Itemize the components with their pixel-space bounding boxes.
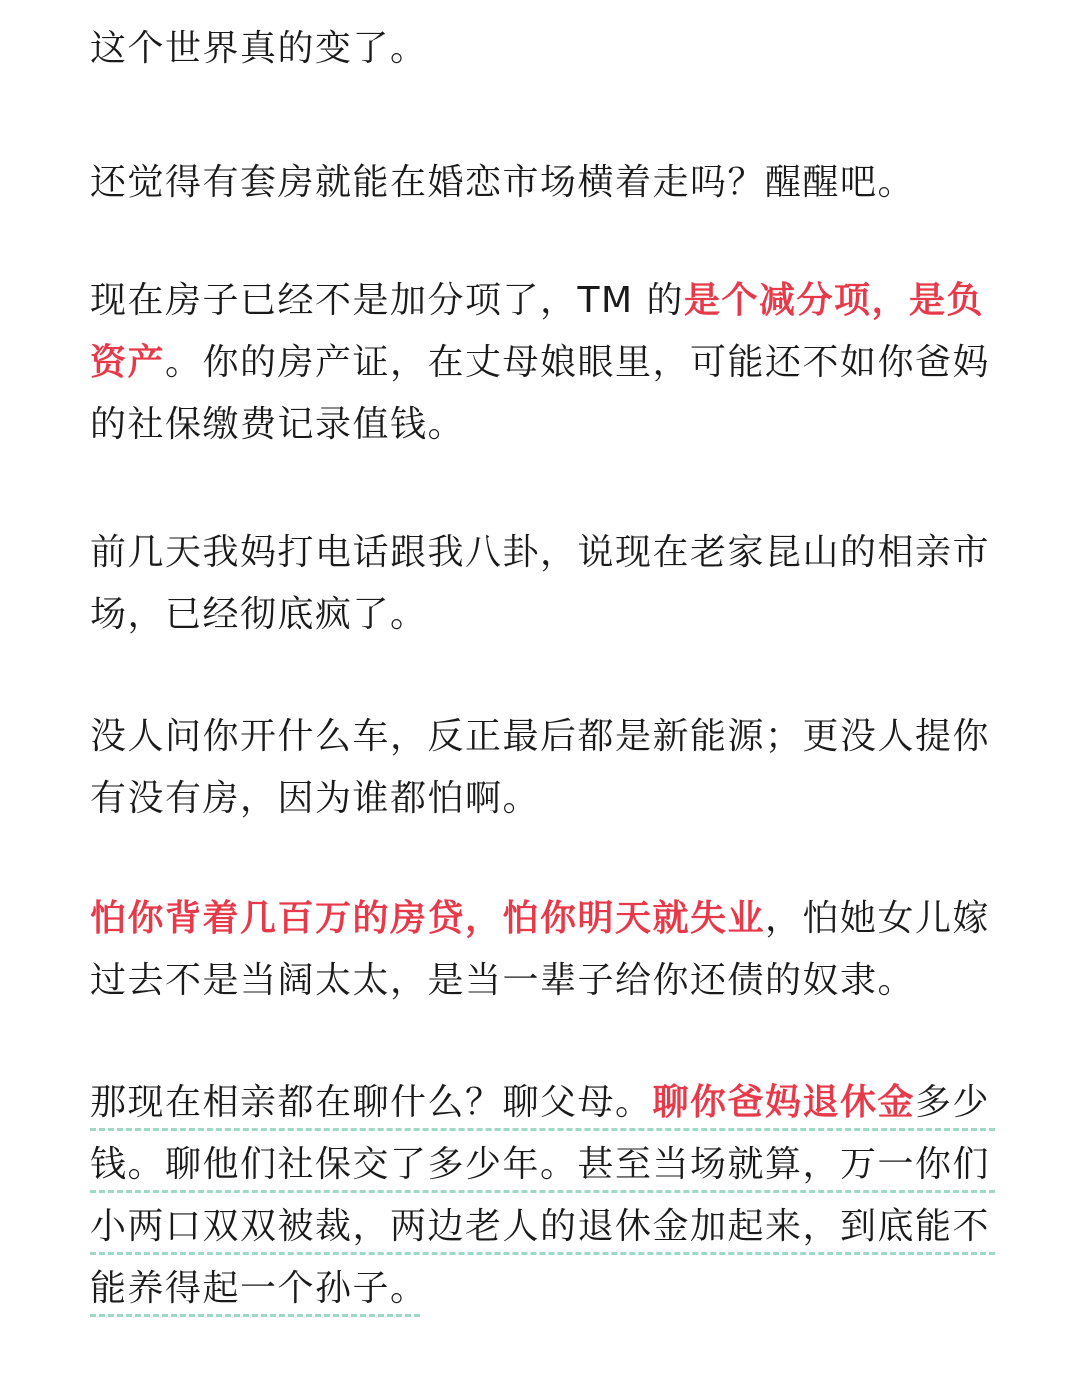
- paragraph-1: [90, 18, 995, 80]
- paragraph-3-text-c: 。你的房产证，在丈母娘眼里，可能还不如你爸妈的社保缴费记录值钱。: [90, 342, 991, 445]
- paragraph-4-text: 前几天我妈打电话跟我八卦，说现在老家昆山的相亲市场，已经彻底疯了。: [90, 532, 991, 635]
- paragraph-7-text-a: 那现在相亲都在聊什么？聊父母。: [90, 1082, 653, 1123]
- paragraph-7-text-c: 多少钱。聊他们社保交了多少年。甚至当场就算，万一你们小两口双双被裁，两边老人的退休金加起来，到底能不能养得起一个孙子。: [90, 1082, 991, 1309]
- paragraph-1-text: 这个世界真的变了。: [90, 28, 428, 69]
- paragraph-2: [90, 152, 995, 214]
- paragraph-4: [90, 522, 995, 646]
- paragraph-3-highlight: 是个减分项，是负资产: [90, 280, 985, 383]
- paragraph-2-text: 还觉得有套房就能在婚恋市场横着走吗？醒醒吧。: [90, 162, 916, 203]
- paragraph-6-text-b: ，怕她女儿嫁过去不是当阔太太，是当一辈子给你还债的奴隶。: [90, 898, 991, 1001]
- paragraph-3-text-a: 现在房子已经不是加分项了，TM 的: [90, 280, 684, 321]
- paragraph-6-highlight: 怕你背着几百万的房贷，怕你明天就失业: [90, 898, 766, 939]
- paragraph-5: [90, 706, 995, 830]
- paragraph-7: [90, 1072, 995, 1320]
- paragraph-5-text: 没人问你开什么车，反正最后都是新能源；更没人提你有没有房，因为谁都怕啊。: [90, 716, 991, 819]
- paragraph-3: [90, 270, 995, 456]
- paragraph-7-highlight: 聊你爸妈退休金: [652, 1082, 916, 1123]
- paragraph-6: [90, 888, 995, 1012]
